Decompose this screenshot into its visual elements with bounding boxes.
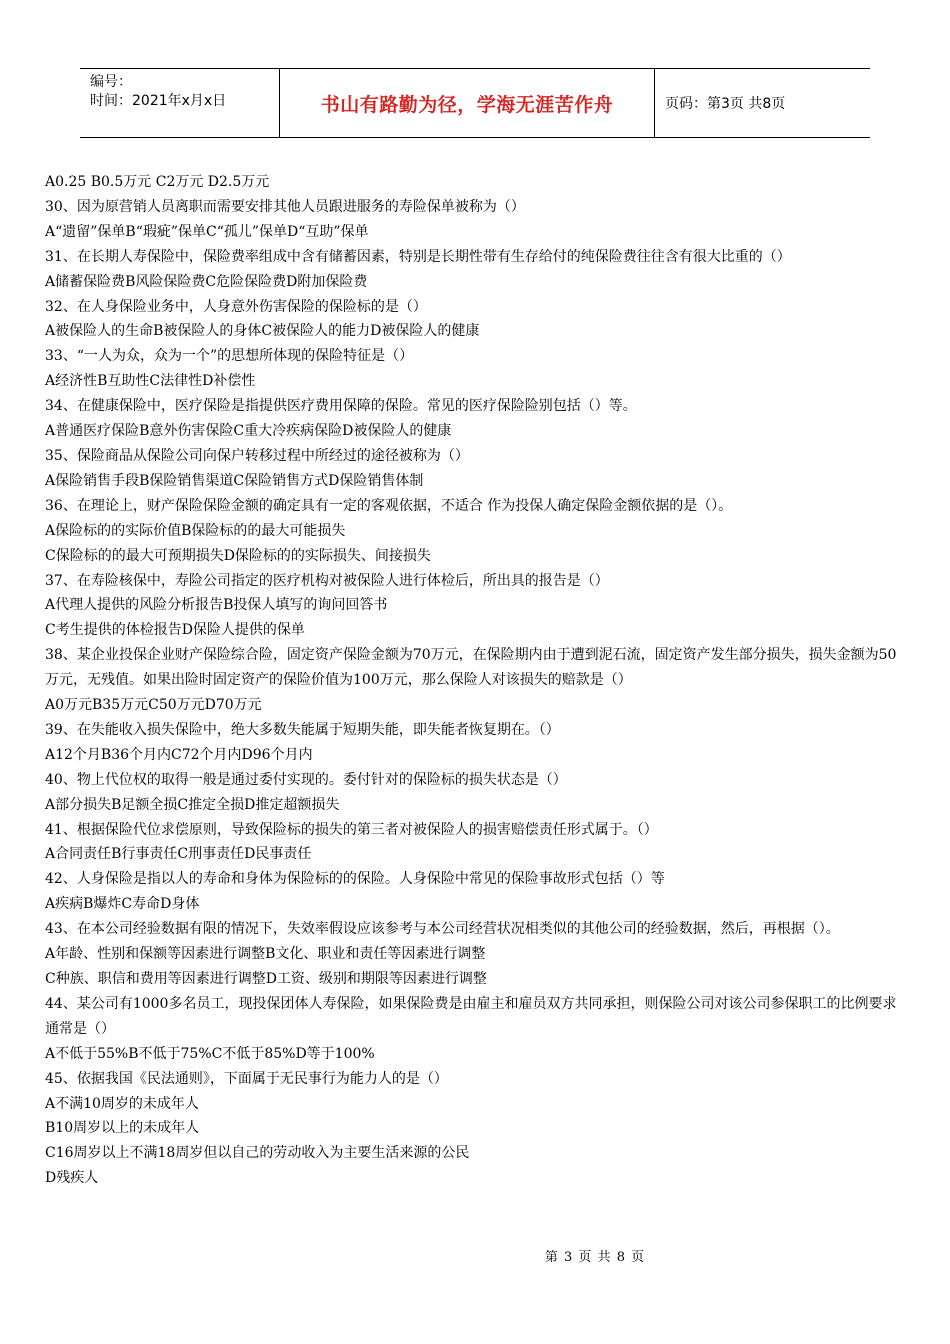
text-line: 34、在健康保险中，医疗保险是指提供医疗费用保障的保险。常见的医疗保险险别包括（）等。 [45, 398, 637, 415]
text-line: A代理人提供的风险分析报告B投保人填写的询问回答书 [45, 597, 388, 614]
header-meta [80, 69, 280, 137]
question-body [45, 170, 907, 1191]
text-line: B10周岁以上的未成年人 [45, 1120, 200, 1137]
text-line: C保险标的的最大可预期损失D保险标的的实际损失、间接损失 [45, 547, 431, 564]
text-line: C16周岁以上不满18周岁但以自己的劳动收入为主要生活来源的公民 [45, 1145, 470, 1162]
text-line: 44、某公司有1000多名员工，现投保团体人寿保险，如果保险费是由雇主和雇员双方共同承担，则保险公司对该公司参保职工的比例要求通常是（） [45, 995, 897, 1037]
text-line: C种族、职信和费用等因素进行调整D工资、级别和期限等因素进行调整 [45, 971, 487, 987]
text-line: 43、在本公司经验数据有限的情况下，失效率假设应该参考与本公司经营状况相类似的其他公司的经验数据，然后，再根据（）。 [45, 921, 840, 938]
text-line: 35、保险商品从保险公司向保户转移过程中所经过的途径被称为（） [45, 447, 469, 464]
text-line: A部分损失B足额全损C推定全损D推定超额损失 [45, 796, 340, 813]
text-line: C考生提供的体检报告D保险人提供的保单 [45, 622, 305, 639]
text-line: A0.25 B0.5万元 C2万元 D2.5万元 [45, 174, 270, 190]
text-line: A保险销售手段B保险销售渠道C保险销售方式D保险销售体制 [45, 472, 424, 489]
text-line: A保险标的的实际价值B保险标的的最大可能损失 [45, 522, 346, 539]
text-line: A“遗留”保单B“瑕疵”保单C“孤儿”保单D“互助”保单 [45, 223, 369, 240]
text-line: 41、根据保险代位求偿原则，导致保险标的损失的第三者对被保险人的损害赔偿责任形式属于。（） [45, 821, 658, 838]
text-line: D残疾人 [45, 1170, 99, 1187]
text-line: 38、某企业投保企业财产保险综合险，固定资产保险金额为70万元，在保险期内由于遭到泥石流，固定资产发生部分损失，损失金额为50万元，无残值。如果出险时固定资产的保险价值为100万元，那么保险人对该损失的赔款是（） [45, 647, 897, 689]
text-line: 30、因为原营销人员离职而需要安排其他人员跟进服务的寿险保单被称为（） [45, 198, 525, 215]
text-line: A年龄、性别和保额等因素进行调整B文化、职业和责任等因素进行调整 [45, 946, 486, 963]
text-line: 32、在人身保险业务中，人身意外伤害保险的保险标的是（） [45, 298, 427, 315]
text-line: 45、依据我国《民法通则》，下面属于无民事行为能力人的是（） [45, 1070, 448, 1087]
text-line: A被保险人的生命B被保险人的身体C被保险人的能力D被保险人的健康 [45, 323, 480, 340]
header-motto: 书山有路勤为径，学海无涯苦作舟 [280, 69, 655, 137]
text-line: A经济性B互助性C法律性D补偿性 [45, 373, 256, 390]
text-line: 42、人身保险是指以人的寿命和身体为保险标的的保险。人身保险中常见的保险事故形式包括（）等 [45, 871, 665, 888]
text-line: 36、在理论上，财产保险保险金额的确定具有一定的客观依据，不适合 作为投保人确定保险金额依据的是（）。 [45, 497, 733, 514]
text-line: 31、在长期人寿保险中，保险费率组成中含有储蓄因素，特别是长期性带有生存给付的纯保险费往往含有很大比重的（） [45, 248, 791, 265]
text-line: A12个月B36个月内C72个月内D96个月内 [45, 746, 313, 763]
text-line: A储蓄保险费B风险保险费C危险保险费D附加保险费 [45, 273, 368, 290]
text-line: 40、物上代位权的取得一般是通过委付实现的。委付针对的保险标的损失状态是（） [45, 771, 567, 788]
text-line: A0万元B35万元C50万元D70万元 [45, 697, 262, 714]
page-header [80, 68, 870, 138]
text-line: A普通医疗保险B意外伤害保险C重大冷疾病保险D被保险人的健康 [45, 423, 452, 440]
page-footer: 第 3 页 共 8 页 [544, 1250, 646, 1265]
header-page-label: 页码：第3页 共8页 [665, 96, 786, 112]
text-line: A不满10周岁的未成年人 [45, 1095, 199, 1112]
text-line: A合同责任B行事责任C刑事责任D民事责任 [45, 846, 312, 863]
text-line: A不低于55%B不低于75%C不低于85%D等于100% [45, 1045, 375, 1062]
document-date-label: 时间：2021年x月x日 [90, 93, 227, 109]
text-line: 39、在失能收入损失保险中，绝大多数失能属于短期失能，即失能者恢复期在。（） [45, 721, 560, 738]
text-line: A疾病B爆炸C寿命D身体 [45, 896, 200, 913]
document-number-label: 编号： [90, 74, 132, 90]
text-line: 37、在寿险核保中，寿险公司指定的医疗机构对被保险人进行体检后，所出具的报告是（） [45, 572, 609, 589]
text-line: 33、“一人为众，众为一个”的思想所体现的保险特征是（） [45, 348, 414, 365]
